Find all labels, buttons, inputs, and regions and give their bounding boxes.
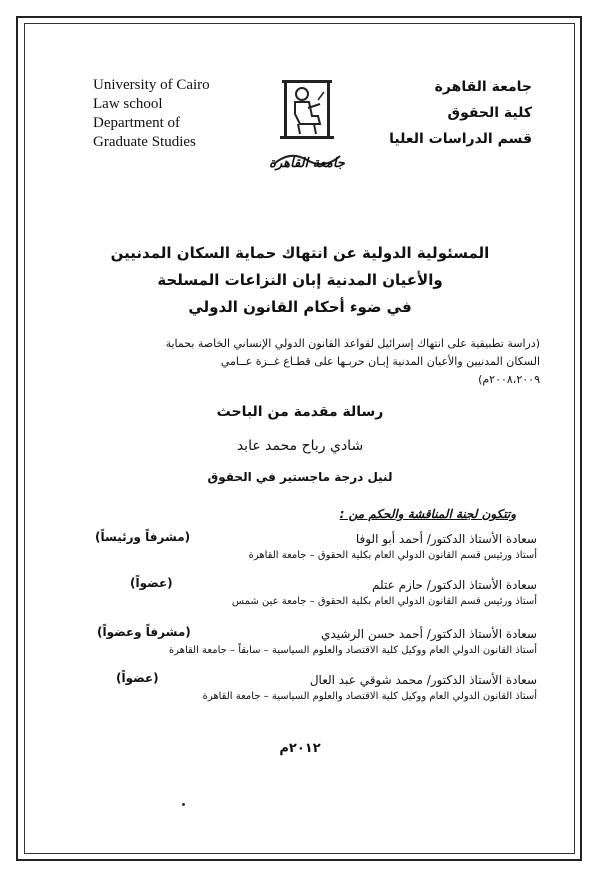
- thesis-label: رسالة مقدمة من الباحث: [216, 404, 384, 420]
- header-en-university: University of Cairo: [93, 77, 210, 93]
- header-ar-faculty: كلية الحقوق: [447, 105, 532, 121]
- member-2-title: سعادة الأستاذ الدكتور/ حازم عتلم: [372, 578, 537, 592]
- member-1-desc: أستاذ ورئيس قسم القانون الدولي العام بكلية الحقوق – جامعة القاهرة: [248, 550, 537, 561]
- logo-caption: جامعة القاهرة: [269, 156, 345, 171]
- committee-heading: وتتكون لجنة المناقشة والحكم من :: [339, 507, 516, 521]
- title-line-2: والأعيان المدنية إبان النزاعات المسلحة: [157, 271, 443, 289]
- scan-dot: [182, 803, 185, 806]
- member-1-role: (مشرفاً ورئيساً): [95, 530, 191, 544]
- subtitle-line-1: (دراسة تطبيقية على انتهاك إسرائيل لقواعد القانون الدولي الإنساني الخاصة بحماية: [165, 337, 540, 350]
- university-logo: [262, 72, 352, 182]
- member-3-title: سعادة الأستاذ الدكتور/ أحمد حسن الرشيدي: [321, 627, 537, 641]
- member-2-desc: أستاذ ورئيس قسم القانون الدولي العام بكلية الحقوق – جامعة عين شمس: [231, 596, 537, 607]
- header-en-school: Law school: [93, 96, 163, 112]
- header-english: [93, 76, 210, 152]
- member-4-role: (عضواً): [116, 671, 159, 685]
- header-ar-university: جامعة القاهرة: [434, 79, 532, 95]
- thesis-title: [0, 240, 600, 321]
- member-2-role: (عضواً): [130, 576, 173, 590]
- subtitle-line-3: ٢٠٠٨،٢٠٠٩م): [478, 373, 540, 386]
- researcher-name: شادي رباح محمد عابد: [236, 438, 364, 454]
- title-line-1: المسئولية الدولية عن انتهاك حماية السكان المدنيين: [110, 244, 490, 262]
- member-3-role: (مشرفاً وعضواً): [97, 625, 191, 639]
- degree-text: لنيل درجة ماجستير في الحقوق: [207, 470, 393, 484]
- header-ar-department: قسم الدراسات العليا: [389, 131, 532, 147]
- thesis-subtitle: [95, 335, 540, 389]
- header-arabic: [389, 74, 532, 152]
- member-3-desc: أستاذ القانون الدولي العام ووكيل كلية الاقتصاد والعلوم السياسية – سابقاً – جامعة القاهرة: [168, 645, 537, 656]
- member-1-title: سعادة الأستاذ الدكتور/ أحمد أبو الوفا: [355, 532, 537, 546]
- header-en-department: Department of: [93, 115, 181, 131]
- subtitle-line-2: السكان المدنيين والأعيان المدنية إبـان حربـها على قطـاع غــزة عــامي: [220, 355, 540, 368]
- thesis-year: ٢٠١٢م: [279, 741, 321, 756]
- member-4-title: سعادة الأستاذ الدكتور/ محمد شوقي عبد العال: [309, 673, 537, 687]
- title-line-3: في ضوء أحكام القانون الدولي: [188, 298, 412, 316]
- member-4-desc: أستاذ القانون الدولي العام ووكيل كلية الاقتصاد والعلوم السياسية – جامعة القاهرة: [202, 691, 537, 702]
- header-en-studies: Graduate Studies: [93, 134, 196, 150]
